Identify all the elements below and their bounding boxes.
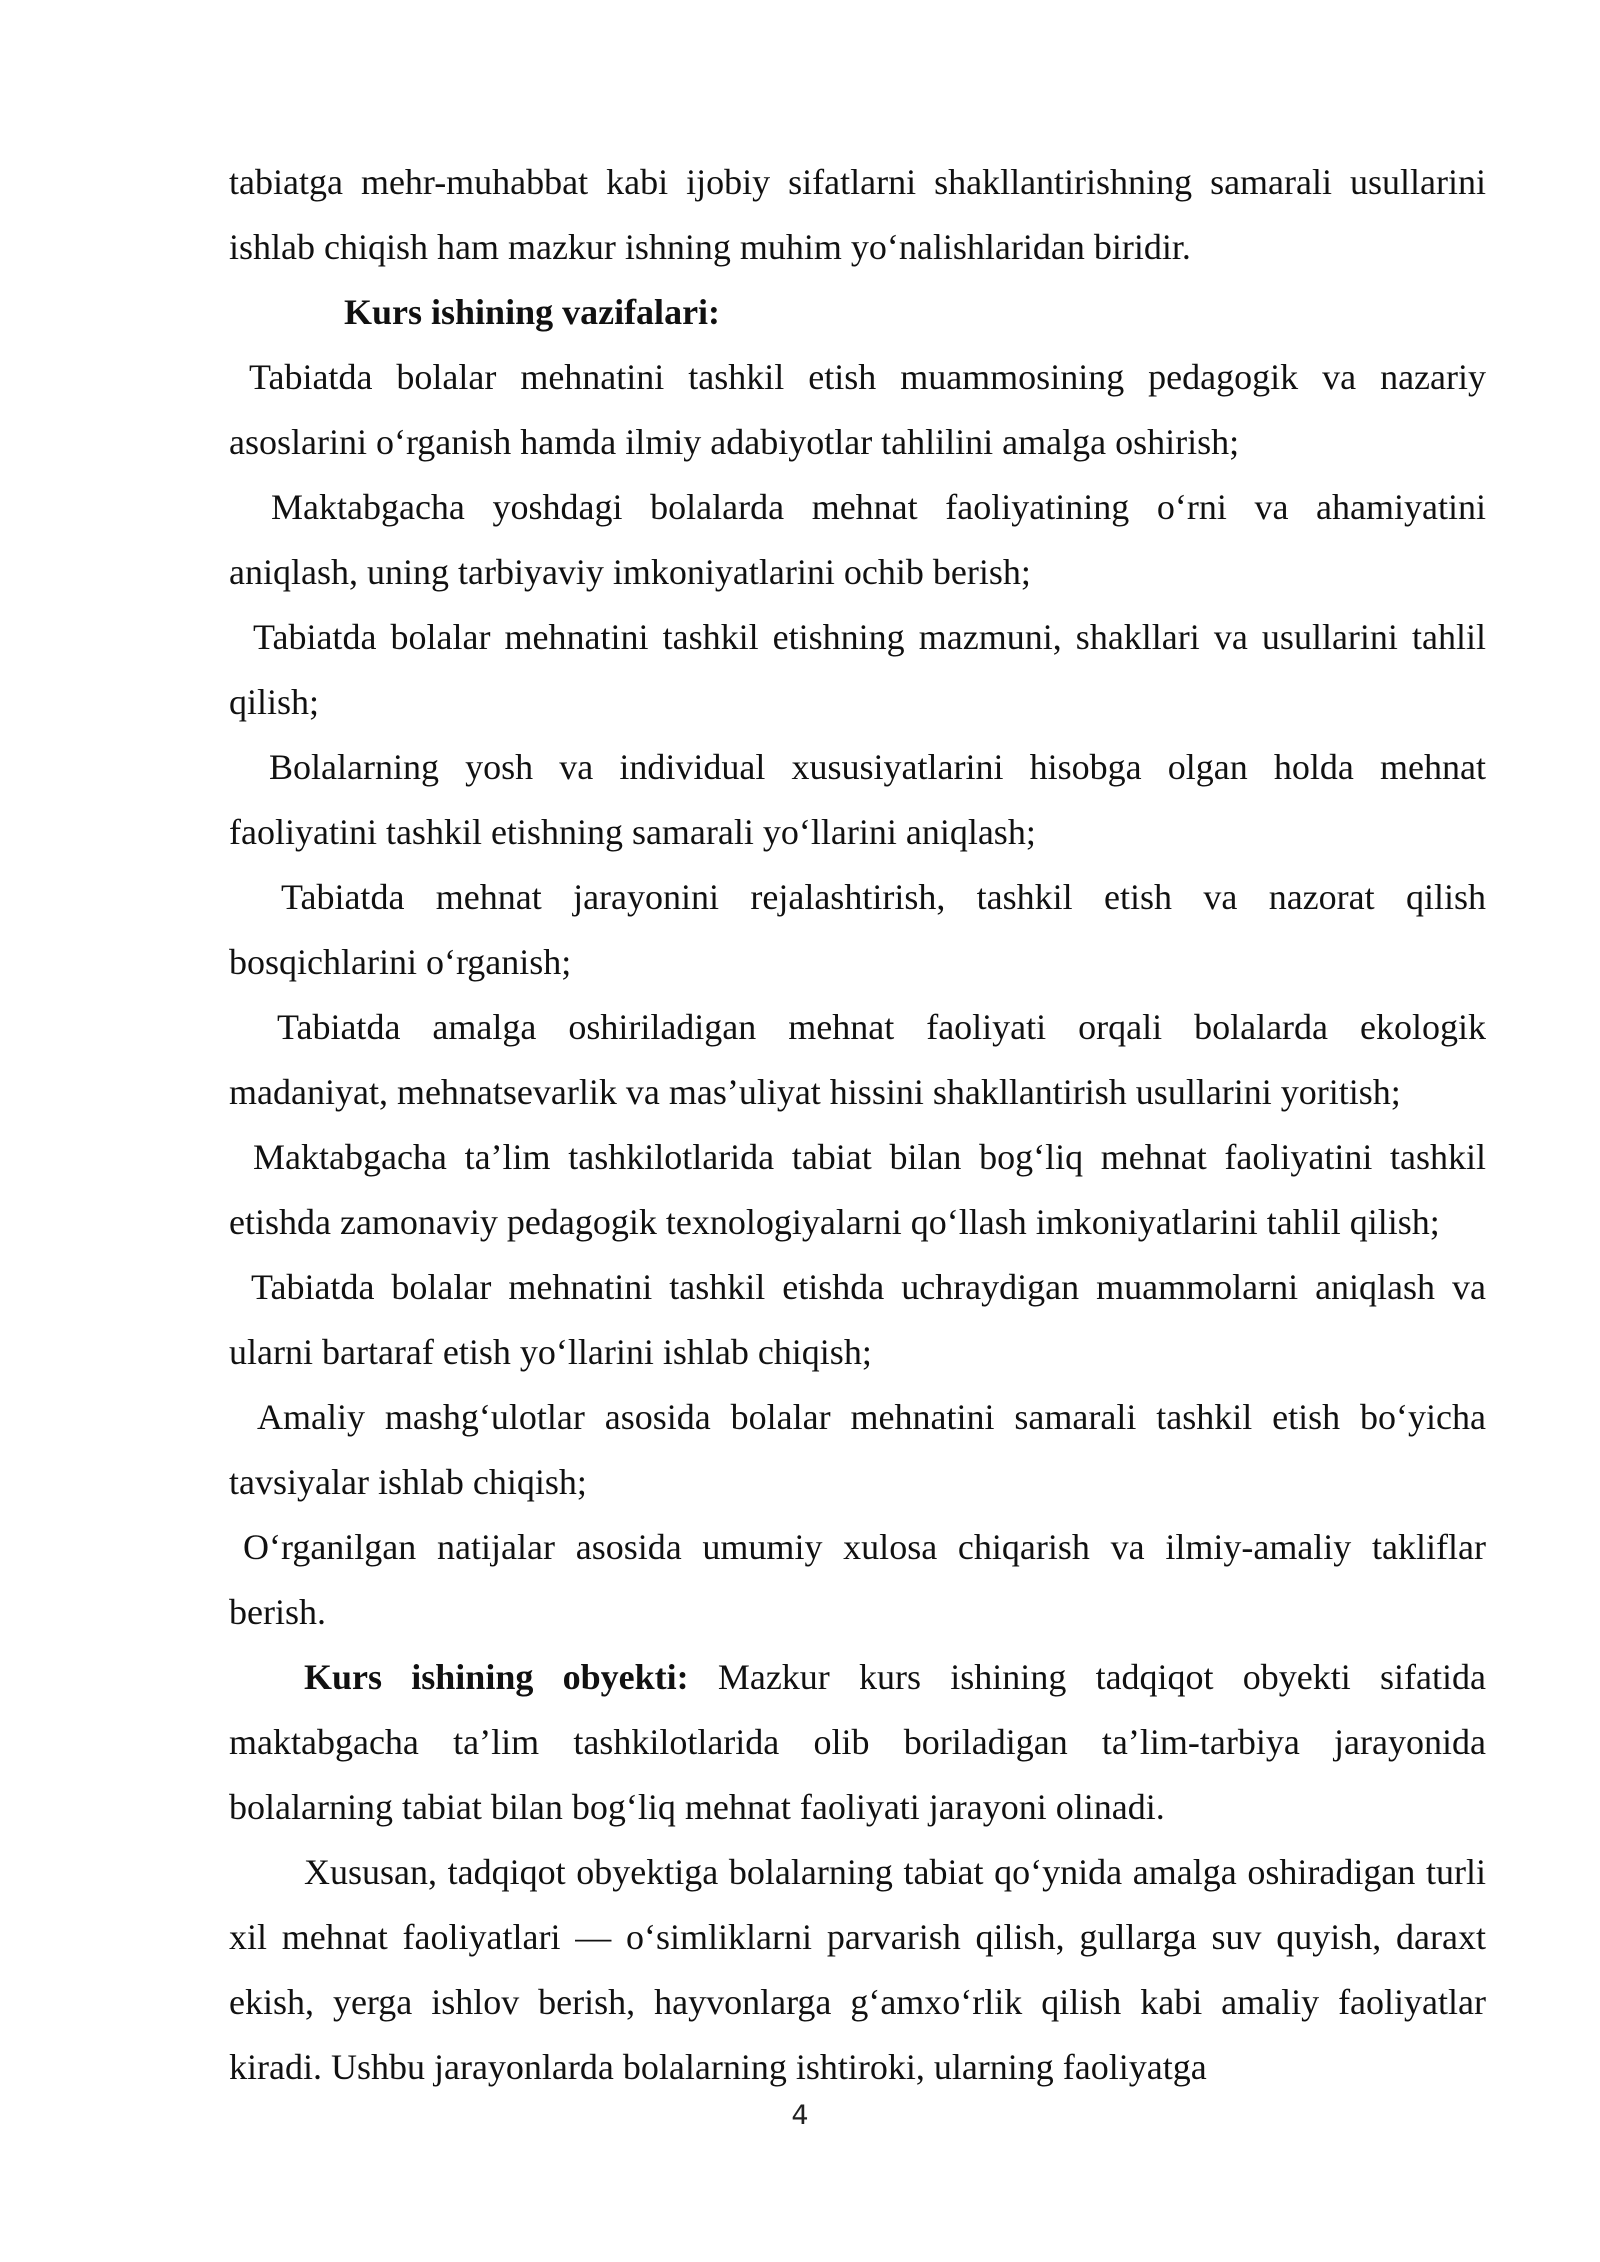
task-item: Tabiatda mehnat jarayonini rejalashtirish, tashkil etish va nazorat qilish bosqichlarini o‘rganish; xyxy=(229,877,1486,982)
object-label: Kurs ishining obyekti: xyxy=(304,1657,689,1697)
intro-paragraph: tabiatga mehr-muhabbat kabi ijobiy sifatlarni shakllantirishning samarali usullarini ishlab chiqish ham mazkur ishning muhim yo‘nalishlaridan biridir. xyxy=(229,162,1486,267)
task-item: O‘rganilgan natijalar asosida umumiy xulosa chiqarish va ilmiy-amaliy takliflar berish. xyxy=(229,1527,1486,1632)
task-item: Maktabgacha yoshdagi bolalarda mehnat faoliyatining o‘rni va ahamiyatini aniqlash, uning tarbiyaviy imkoniyatlarini ochib berish; xyxy=(229,487,1486,592)
page-number: 4 xyxy=(791,2100,809,2131)
task-item: Tabiatda amalga oshiriladigan mehnat faoliyati orqali bolalarda ekologik madaniyat, mehnatsevarlik va mas’uliyat hissini shakllantirish usullarini yoritish; xyxy=(229,1007,1486,1112)
closing-paragraph: Xususan, tadqiqot obyektiga bolalarning tabiat qo‘ynida amalga oshiradigan turli xil mehnat faoliyatlari — o‘simliklarni parvarish qilish, gullarga suv quyish, daraxt ekish, yerga ishlov berish, hayvonlarga g‘amxo‘rlik qilish kabi amaliy faoliyatlar kiradi. Ushbu jarayonlarda bolalarning ishtiroki, ularning faoliyatga xyxy=(229,1852,1486,2087)
body-text xyxy=(229,150,1486,2100)
object-text: Mazkur kurs ishining tadqiqot obyekti sifatida maktabgacha ta’lim tashkilotlarida olib boriladigan ta’lim-tarbiya jarayonida bolalarning tabiat bilan bog‘liq mehnat faoliyati jarayoni olinadi. xyxy=(229,1657,1486,1827)
task-item: Amaliy mashg‘ulotlar asosida bolalar mehnatini samarali tashkil etish bo‘yicha tavsiyalar ishlab chiqish; xyxy=(229,1397,1486,1502)
task-item: Maktabgacha ta’lim tashkilotlarida tabiat bilan bog‘liq mehnat faoliyatini tashkil etishda zamonaviy pedagogik texnologiyalarni qo‘llash imkoniyatlarini tahlil qilish; xyxy=(229,1137,1486,1242)
task-item: Tabiatda bolalar mehnatini tashkil etish muammosining pedagogik va nazariy asoslarini o‘rganish hamda ilmiy adabiyotlar tahlilini amalga oshirish; xyxy=(229,357,1486,462)
object-paragraph xyxy=(229,1645,1486,1840)
task-item: Bolalarning yosh va individual xususiyatlarini hisobga olgan holda mehnat faoliyatini tashkil etishning samarali yo‘llarini aniqlash; xyxy=(229,747,1486,852)
tasks-heading: Kurs ishining vazifalari: xyxy=(344,292,721,332)
task-item: Tabiatda bolalar mehnatini tashkil etishda uchraydigan muammolarni aniqlash va ularni bartaraf etish yo‘llarini ishlab chiqish; xyxy=(229,1267,1486,1372)
task-item: Tabiatda bolalar mehnatini tashkil etishning mazmuni, shakllari va usullarini tahlil qilish; xyxy=(229,617,1486,722)
